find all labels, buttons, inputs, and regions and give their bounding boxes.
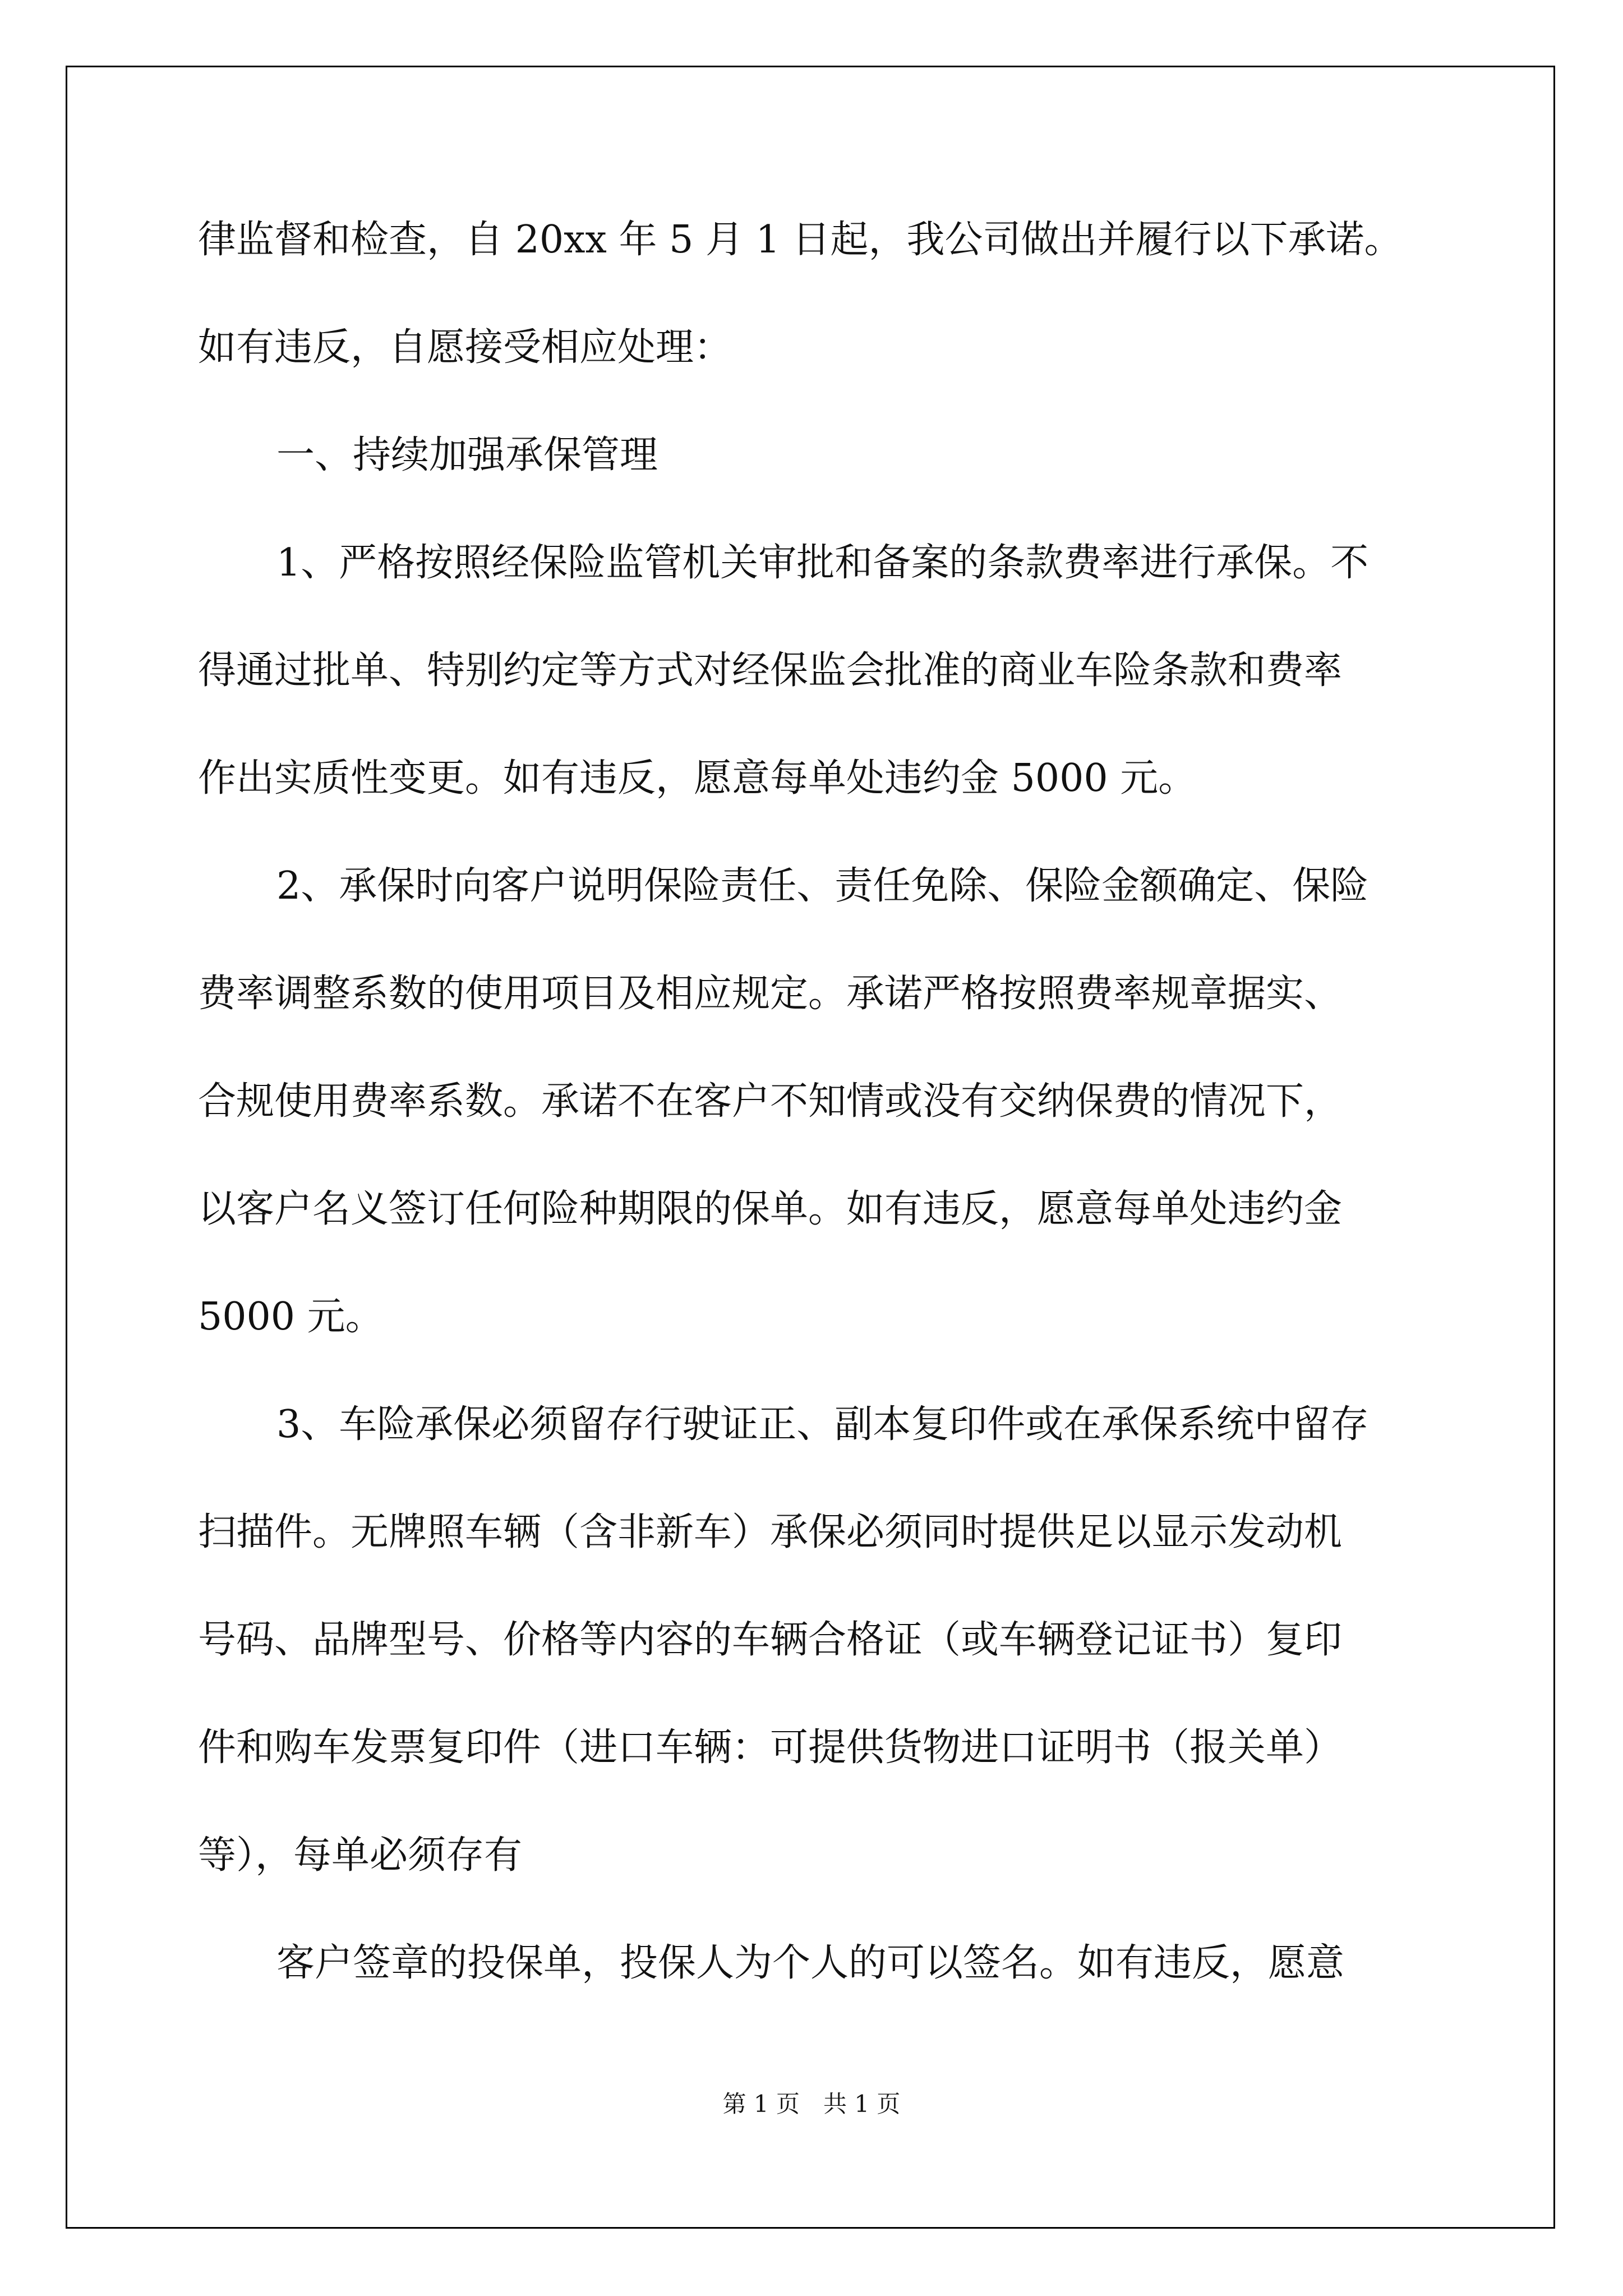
- text-line: 客户签章的投保单，投保人为个人的可以签名。如有违反，愿意: [276, 1941, 1345, 1985]
- text-line: 5000 元。: [198, 1295, 384, 1339]
- text-line: 等），每单必须存有: [198, 1833, 523, 1878]
- page-number: 第 1 页 共 1 页: [722, 2090, 901, 2118]
- text-line: 如有违反，自愿接受相应处理：: [198, 325, 732, 370]
- page-border: [66, 66, 1555, 2229]
- text-line: 费率调整系数的使用项目及相应规定。承诺严格按照费率规章据实、: [198, 972, 1343, 1016]
- section-heading: 一、持续加强承保管理: [276, 433, 658, 477]
- text-line: 2、承保时向客户说明保险责任、责任免除、保险金额确定、保险: [276, 864, 1369, 908]
- text-line: 作出实质性变更。如有违反，愿意每单处违约金 5000 元。: [198, 756, 1197, 800]
- text-line: 律监督和检查，自 20xx 年 5 月 1 日起，我公司做出并履行以下承诺。: [198, 218, 1403, 262]
- text-line: 合规使用费率系数。承诺不在客户不知情或没有交纳保费的情况下，: [198, 1079, 1343, 1124]
- text-line: 以客户名义签订任何险种期限的保单。如有违反，愿意每单处违约金: [198, 1187, 1343, 1231]
- text-line: 件和购车发票复印件（进口车辆：可提供货物进口证明书（报关单）: [198, 1726, 1343, 1770]
- text-line: 号码、品牌型号、价格等内容的车辆合格证（或车辆登记证书）复印: [198, 1618, 1343, 1662]
- text-line: 得通过批单、特别约定等方式对经保监会批准的商业车险条款和费率: [198, 648, 1343, 693]
- text-line: 1、严格按照经保险监管机关审批和备案的条款费率进行承保。不: [276, 541, 1369, 585]
- text-line: 3、车险承保必须留存行驶证正、副本复印件或在承保系统中留存: [276, 1402, 1369, 1447]
- text-line: 扫描件。无牌照车辆（含非新车）承保必须同时提供足以显示发动机: [198, 1510, 1343, 1554]
